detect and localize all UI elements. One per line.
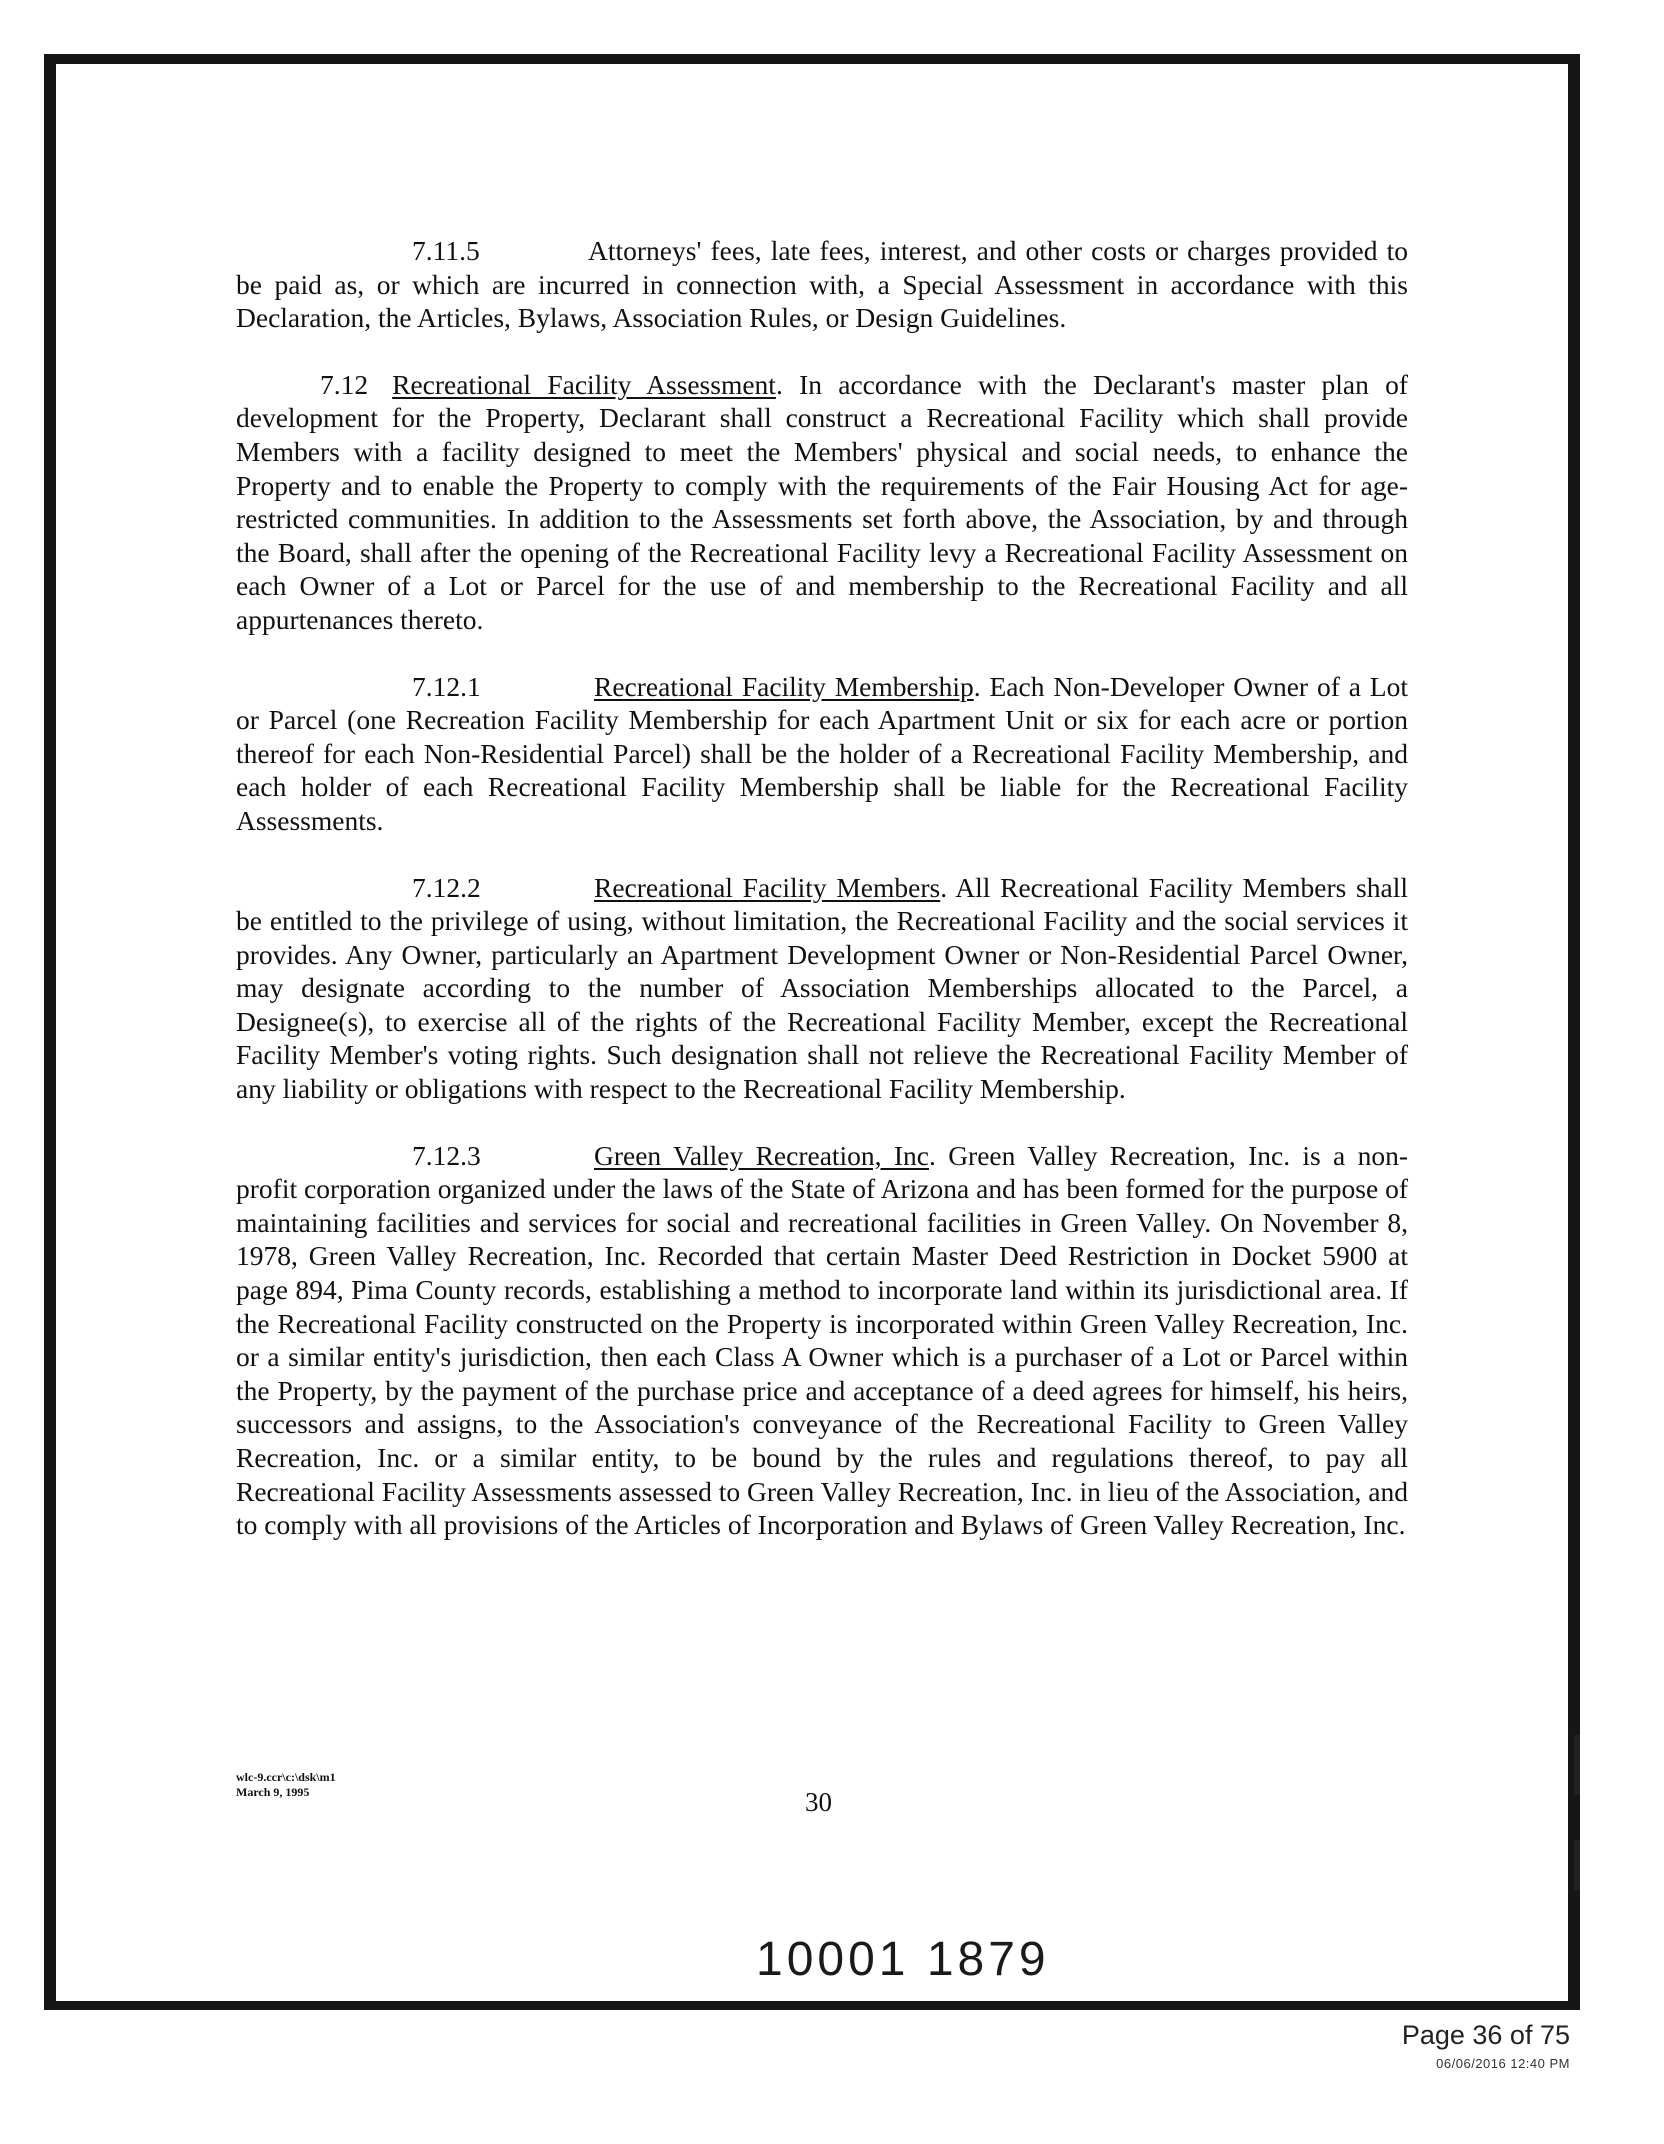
- section-7-11-5: [236, 234, 1408, 335]
- section-number: 7.12.1: [412, 670, 481, 702]
- section-7-12-1: [236, 670, 1408, 838]
- section-text: . Green Valley Recreation, Inc. is a non-profit corporation organized under the laws of the State of Arizona and has been formed for the purpose of maintaining facilities and services for social and recreational facilities in Green Valley. On November 8, 1978, Green Valley Recreation, Inc. Recorded that certain Master Deed Restriction in Docket 5900 at page 894, Pima County records, establishing a method to incorporate land within its jurisdictional area. If the Recreational Facility constructed on the Property is incorporated within Green Valley Recreation, Inc. or a similar entity's jurisdiction, then each Class A Owner which is a purchaser of a Lot or Parcel within the Property, by the payment of the purchase price and acceptance of a deed agrees for himself, his heirs, successors and assigns, to the Association's conveyance of the Recreational Facility to Green Valley Recreation, Inc. or a similar entity, to be bound by the rules and regulations thereof, to pay all Recreational Facility Assessments assessed to Green Valley Recreation, Inc. in lieu of the Association, and to comply with all provisions of the Articles of Incorporation and Bylaws of Green Valley Recreation, Inc.: [236, 1139, 1408, 1541]
- section-text: . In accordance with the Declarant's master plan of development for the Property, Declarant shall construct a Recreational Facility which shall provide Members with a facility designed to meet the Members' physical and social needs, to enhance the Property and to enable the Property to comply with the requirements of the Fair Housing Act for age-restricted communities. In addition to the Assessments set forth above, the Association, by and through the Board, shall after the opening of the Recreational Facility levy a Recreational Facility Assessment on each Owner of a Lot or Parcel for the use of and membership to the Recreational Facility and all appurtenances thereto.: [236, 368, 1408, 635]
- document-body: [236, 234, 1408, 1575]
- section-text: Attorneys' fees, late fees, interest, and other costs or charges provided to be paid as, or which are incurred in connection with, a Special Assessment in accordance with this Declaration, the Articles, Bylaws, Association Rules, or Design Guidelines.: [236, 235, 1408, 334]
- section-heading: Green Valley Recreation, Inc: [594, 1139, 929, 1171]
- section-number: 7.12.3: [412, 1139, 481, 1171]
- scan-artifact-mark: [1574, 1840, 1580, 1890]
- section-7-12-2: [236, 871, 1408, 1106]
- printed-page-number: 30: [805, 1787, 832, 1817]
- section-7-12-3: [236, 1139, 1408, 1542]
- section-heading: Recreational Facility Assessment: [392, 368, 776, 400]
- viewer-timestamp: 06/06/2016 12:40 PM: [1436, 2056, 1570, 2071]
- section-text: . Each Non-Developer Owner of a Lot or Parcel (one Recreation Facility Membership for each Apartment Unit or six for each acre or portion thereof for each Non-Residential Parcel) shall be the holder of a Recreational Facility Membership, and each holder of each Recreational Facility Membership shall be liable for the Recreational Facility Assessments.: [236, 670, 1408, 836]
- docket-stamp: 10001 1879: [756, 1933, 1050, 1986]
- section-heading: Recreational Facility Members: [594, 871, 941, 903]
- section-number: 7.12: [320, 368, 369, 400]
- section-number: 7.11.5: [412, 235, 480, 266]
- file-code: wlc-9.ccr\c:\dsk\m1: [236, 1770, 336, 1784]
- scan-artifact-mark: [1574, 1735, 1580, 1795]
- file-reference: [236, 1770, 336, 1800]
- viewer-page-counter: Page 36 of 75: [1401, 2020, 1570, 2050]
- section-text: . All Recreational Facility Members shall be entitled to the privilege of using, without limitation, the Recreational Facility and the social services it provides. Any Owner, particularly an Apartment Development Owner or Non-Residential Parcel Owner, may designate according to the number of Association Memberships allocated to the Parcel, a Designee(s), to exercise all of the rights of the Recreational Facility Member, except the Recreational Facility Member's voting rights. Such designation shall not relieve the Recreational Facility Member of any liability or obligations with respect to the Recreational Facility Membership.: [236, 871, 1408, 1105]
- document-date: March 9, 1995: [236, 1785, 310, 1799]
- section-7-12: [236, 368, 1408, 637]
- section-number: 7.12.2: [412, 871, 481, 903]
- section-heading: Recreational Facility Membership: [594, 670, 974, 702]
